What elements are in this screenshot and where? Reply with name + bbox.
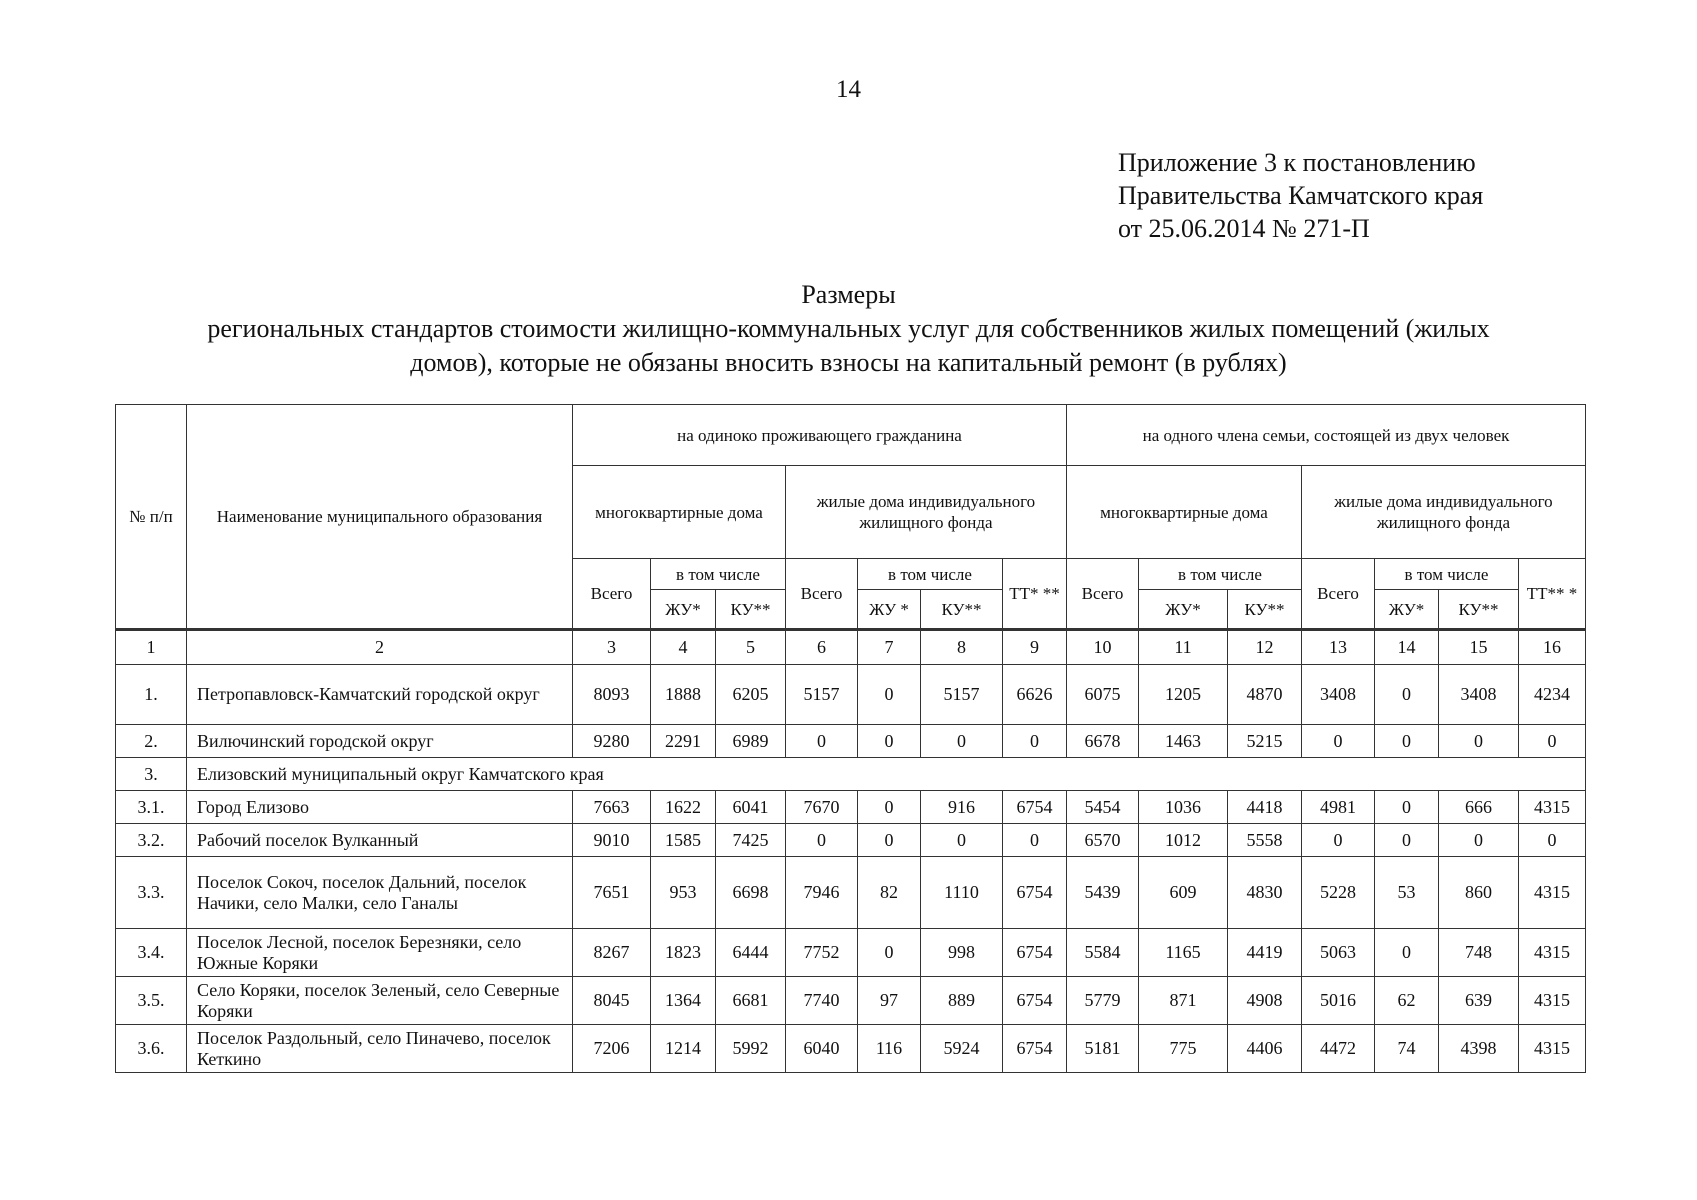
municipality-name: Город Елизово: [187, 791, 573, 824]
value-cell: 0: [786, 725, 858, 758]
value-cell: 6754: [1003, 1025, 1067, 1073]
column-number-cell: 1: [116, 630, 187, 665]
value-cell: 871: [1139, 977, 1228, 1025]
value-cell: 5157: [921, 665, 1003, 725]
value-cell: 4315: [1519, 929, 1586, 977]
column-number-cell: 5: [716, 630, 786, 665]
value-cell: 953: [651, 857, 716, 929]
value-cell: 6754: [1003, 977, 1067, 1025]
value-cell: 62: [1375, 977, 1439, 1025]
header-total: Всего: [786, 559, 858, 630]
table-row: [116, 1025, 1586, 1073]
value-cell: 82: [858, 857, 921, 929]
value-cell: 6040: [786, 1025, 858, 1073]
value-cell: 0: [921, 725, 1003, 758]
title-line-3: домов), которые не обязаны вносить взносы на капитальный ремонт (в рублях): [410, 348, 1287, 377]
annex-line-3: от 25.06.2014 № 271-П: [1118, 214, 1370, 243]
value-cell: 4315: [1519, 791, 1586, 824]
column-number-cell: 4: [651, 630, 716, 665]
value-cell: 889: [921, 977, 1003, 1025]
value-cell: 1823: [651, 929, 716, 977]
header-single-citizen: на одиноко проживающего гражданина: [573, 405, 1067, 466]
value-cell: 0: [1003, 725, 1067, 758]
value-cell: 748: [1439, 929, 1519, 977]
value-cell: 6678: [1067, 725, 1139, 758]
value-cell: 6444: [716, 929, 786, 977]
row-number: 3.5.: [116, 977, 187, 1025]
value-cell: 9010: [573, 824, 651, 857]
value-cell: 1463: [1139, 725, 1228, 758]
header-including: в том числе: [651, 559, 786, 590]
column-number-cell: 14: [1375, 630, 1439, 665]
column-number-row: [116, 630, 1586, 665]
value-cell: 53: [1375, 857, 1439, 929]
value-cell: 5181: [1067, 1025, 1139, 1073]
value-cell: 9280: [573, 725, 651, 758]
municipality-name: Петропавловск-Камчатский городской округ: [187, 665, 573, 725]
value-cell: 0: [1519, 725, 1586, 758]
value-cell: 4315: [1519, 857, 1586, 929]
header-ku: КУ**: [1228, 590, 1302, 630]
value-cell: 2291: [651, 725, 716, 758]
municipality-name: Рабочий поселок Вулканный: [187, 824, 573, 857]
value-cell: 0: [1375, 824, 1439, 857]
value-cell: 1012: [1139, 824, 1228, 857]
municipality-name: Поселок Раздольный, село Пиначево, поселок Кеткино: [187, 1025, 573, 1073]
value-cell: 0: [1375, 929, 1439, 977]
value-cell: 4418: [1228, 791, 1302, 824]
value-cell: 0: [1439, 725, 1519, 758]
value-cell: 0: [921, 824, 1003, 857]
page-number: 14: [836, 76, 861, 103]
value-cell: 7946: [786, 857, 858, 929]
value-cell: 666: [1439, 791, 1519, 824]
header-ku: КУ**: [1439, 590, 1519, 630]
value-cell: 1214: [651, 1025, 716, 1073]
header-tt: ТТ** *: [1519, 559, 1586, 630]
value-cell: 0: [1519, 824, 1586, 857]
value-cell: 7425: [716, 824, 786, 857]
value-cell: 0: [1302, 725, 1375, 758]
header-total: Всего: [1302, 559, 1375, 630]
value-cell: 7740: [786, 977, 858, 1025]
value-cell: 0: [858, 791, 921, 824]
column-number-cell: 13: [1302, 630, 1375, 665]
value-cell: 7752: [786, 929, 858, 977]
municipality-name: Елизовский муниципальный округ Камчатского края: [187, 758, 1586, 791]
value-cell: 5215: [1228, 725, 1302, 758]
header-zhu: ЖУ*: [651, 590, 716, 630]
municipality-name: Вилючинский городской округ: [187, 725, 573, 758]
header-ku: КУ**: [921, 590, 1003, 630]
row-number: 3.3.: [116, 857, 187, 929]
column-number-cell: 10: [1067, 630, 1139, 665]
value-cell: 7663: [573, 791, 651, 824]
value-cell: 6754: [1003, 857, 1067, 929]
value-cell: 0: [1302, 824, 1375, 857]
row-number: 3.6.: [116, 1025, 187, 1073]
value-cell: 5228: [1302, 857, 1375, 929]
value-cell: 4472: [1302, 1025, 1375, 1073]
value-cell: 0: [1375, 665, 1439, 725]
annex-line-2: Правительства Камчатского края: [1118, 181, 1484, 210]
value-cell: 5439: [1067, 857, 1139, 929]
header-family-member: на одного члена семьи, состоящей из двух человек: [1067, 405, 1586, 466]
value-cell: 3408: [1302, 665, 1375, 725]
value-cell: 6681: [716, 977, 786, 1025]
value-cell: 4981: [1302, 791, 1375, 824]
header-row-1: [116, 405, 1586, 466]
value-cell: 4908: [1228, 977, 1302, 1025]
table-row: [116, 725, 1586, 758]
value-cell: 6570: [1067, 824, 1139, 857]
value-cell: 0: [1439, 824, 1519, 857]
header-tt: ТТ* **: [1003, 559, 1067, 630]
row-number: 3.1.: [116, 791, 187, 824]
value-cell: 0: [1375, 725, 1439, 758]
header-apartments-single: многоквартирные дома: [573, 466, 786, 559]
table-row: [116, 977, 1586, 1025]
value-cell: 5779: [1067, 977, 1139, 1025]
table-row: [116, 857, 1586, 929]
column-number-cell: 11: [1139, 630, 1228, 665]
value-cell: 6754: [1003, 791, 1067, 824]
column-number-cell: 16: [1519, 630, 1586, 665]
column-number-cell: 9: [1003, 630, 1067, 665]
value-cell: 116: [858, 1025, 921, 1073]
value-cell: 0: [858, 929, 921, 977]
value-cell: 5558: [1228, 824, 1302, 857]
value-cell: 4419: [1228, 929, 1302, 977]
column-number-cell: 7: [858, 630, 921, 665]
value-cell: 916: [921, 791, 1003, 824]
value-cell: 609: [1139, 857, 1228, 929]
table-row: [116, 929, 1586, 977]
header-total: Всего: [1067, 559, 1139, 630]
header-houses-family: жилые дома индивидуального жилищного фонда: [1302, 466, 1586, 559]
value-cell: 6041: [716, 791, 786, 824]
header-name: Наименование муниципального образования: [187, 405, 573, 630]
value-cell: 6075: [1067, 665, 1139, 725]
header-total: Всего: [573, 559, 651, 630]
value-cell: 4406: [1228, 1025, 1302, 1073]
value-cell: 6205: [716, 665, 786, 725]
value-cell: 8093: [573, 665, 651, 725]
value-cell: 0: [1375, 791, 1439, 824]
header-ku: КУ**: [716, 590, 786, 630]
value-cell: 1888: [651, 665, 716, 725]
header-num: № п/п: [116, 405, 187, 630]
value-cell: 998: [921, 929, 1003, 977]
value-cell: 4830: [1228, 857, 1302, 929]
value-cell: 5016: [1302, 977, 1375, 1025]
municipality-name: Поселок Сокоч, поселок Дальний, поселок Начики, село Малки, село Ганалы: [187, 857, 573, 929]
annex-line-1: Приложение 3 к постановлению: [1118, 148, 1476, 177]
value-cell: 1585: [651, 824, 716, 857]
title-line-1: Размеры: [801, 280, 896, 309]
value-cell: 1110: [921, 857, 1003, 929]
value-cell: 1364: [651, 977, 716, 1025]
column-number-cell: 15: [1439, 630, 1519, 665]
value-cell: 6989: [716, 725, 786, 758]
value-cell: 8267: [573, 929, 651, 977]
municipality-name: Село Коряки, поселок Зеленый, село Северные Коряки: [187, 977, 573, 1025]
row-number: 3.: [116, 758, 187, 791]
header-zhu: ЖУ*: [1139, 590, 1228, 630]
value-cell: 4234: [1519, 665, 1586, 725]
value-cell: 74: [1375, 1025, 1439, 1073]
header-zhu: ЖУ*: [1375, 590, 1439, 630]
value-cell: 5992: [716, 1025, 786, 1073]
header-including: в том числе: [1139, 559, 1302, 590]
value-cell: 6754: [1003, 929, 1067, 977]
value-cell: 0: [1003, 824, 1067, 857]
section-row: [116, 758, 1586, 791]
column-number-cell: 3: [573, 630, 651, 665]
value-cell: 639: [1439, 977, 1519, 1025]
header-zhu: ЖУ *: [858, 590, 921, 630]
value-cell: 0: [858, 725, 921, 758]
value-cell: 7651: [573, 857, 651, 929]
value-cell: 8045: [573, 977, 651, 1025]
value-cell: 0: [858, 665, 921, 725]
header-apartments-family: многоквартирные дома: [1067, 466, 1302, 559]
annex-block: [1118, 146, 1678, 245]
value-cell: 4315: [1519, 1025, 1586, 1073]
row-number: 3.4.: [116, 929, 187, 977]
value-cell: 7206: [573, 1025, 651, 1073]
value-cell: 5454: [1067, 791, 1139, 824]
value-cell: 0: [786, 824, 858, 857]
value-cell: 4315: [1519, 977, 1586, 1025]
value-cell: 3408: [1439, 665, 1519, 725]
value-cell: 4870: [1228, 665, 1302, 725]
value-cell: 5924: [921, 1025, 1003, 1073]
value-cell: 6626: [1003, 665, 1067, 725]
municipality-name: Поселок Лесной, поселок Березняки, село Южные Коряки: [187, 929, 573, 977]
column-number-cell: 8: [921, 630, 1003, 665]
value-cell: 6698: [716, 857, 786, 929]
value-cell: 1165: [1139, 929, 1228, 977]
value-cell: 5157: [786, 665, 858, 725]
header-houses-single: жилые дома индивидуального жилищного фонда: [786, 466, 1067, 559]
column-number-cell: 2: [187, 630, 573, 665]
row-number: 3.2.: [116, 824, 187, 857]
standards-table: [115, 404, 1586, 1073]
value-cell: 775: [1139, 1025, 1228, 1073]
row-number: 2.: [116, 725, 187, 758]
table-row: [116, 791, 1586, 824]
value-cell: 97: [858, 977, 921, 1025]
header-including: в том числе: [1375, 559, 1519, 590]
header-including: в том числе: [858, 559, 1003, 590]
value-cell: 1205: [1139, 665, 1228, 725]
row-number: 1.: [116, 665, 187, 725]
table-row: [116, 665, 1586, 725]
value-cell: 5584: [1067, 929, 1139, 977]
column-number-cell: 12: [1228, 630, 1302, 665]
title-line-2: региональных стандартов стоимости жилищно-коммунальных услуг для собственников жилых помещений (жилых: [207, 314, 1490, 343]
document-title: [100, 278, 1597, 380]
value-cell: 1036: [1139, 791, 1228, 824]
value-cell: 860: [1439, 857, 1519, 929]
value-cell: 7670: [786, 791, 858, 824]
column-number-cell: 6: [786, 630, 858, 665]
value-cell: 0: [858, 824, 921, 857]
value-cell: 1622: [651, 791, 716, 824]
table-row: [116, 824, 1586, 857]
value-cell: 4398: [1439, 1025, 1519, 1073]
value-cell: 5063: [1302, 929, 1375, 977]
